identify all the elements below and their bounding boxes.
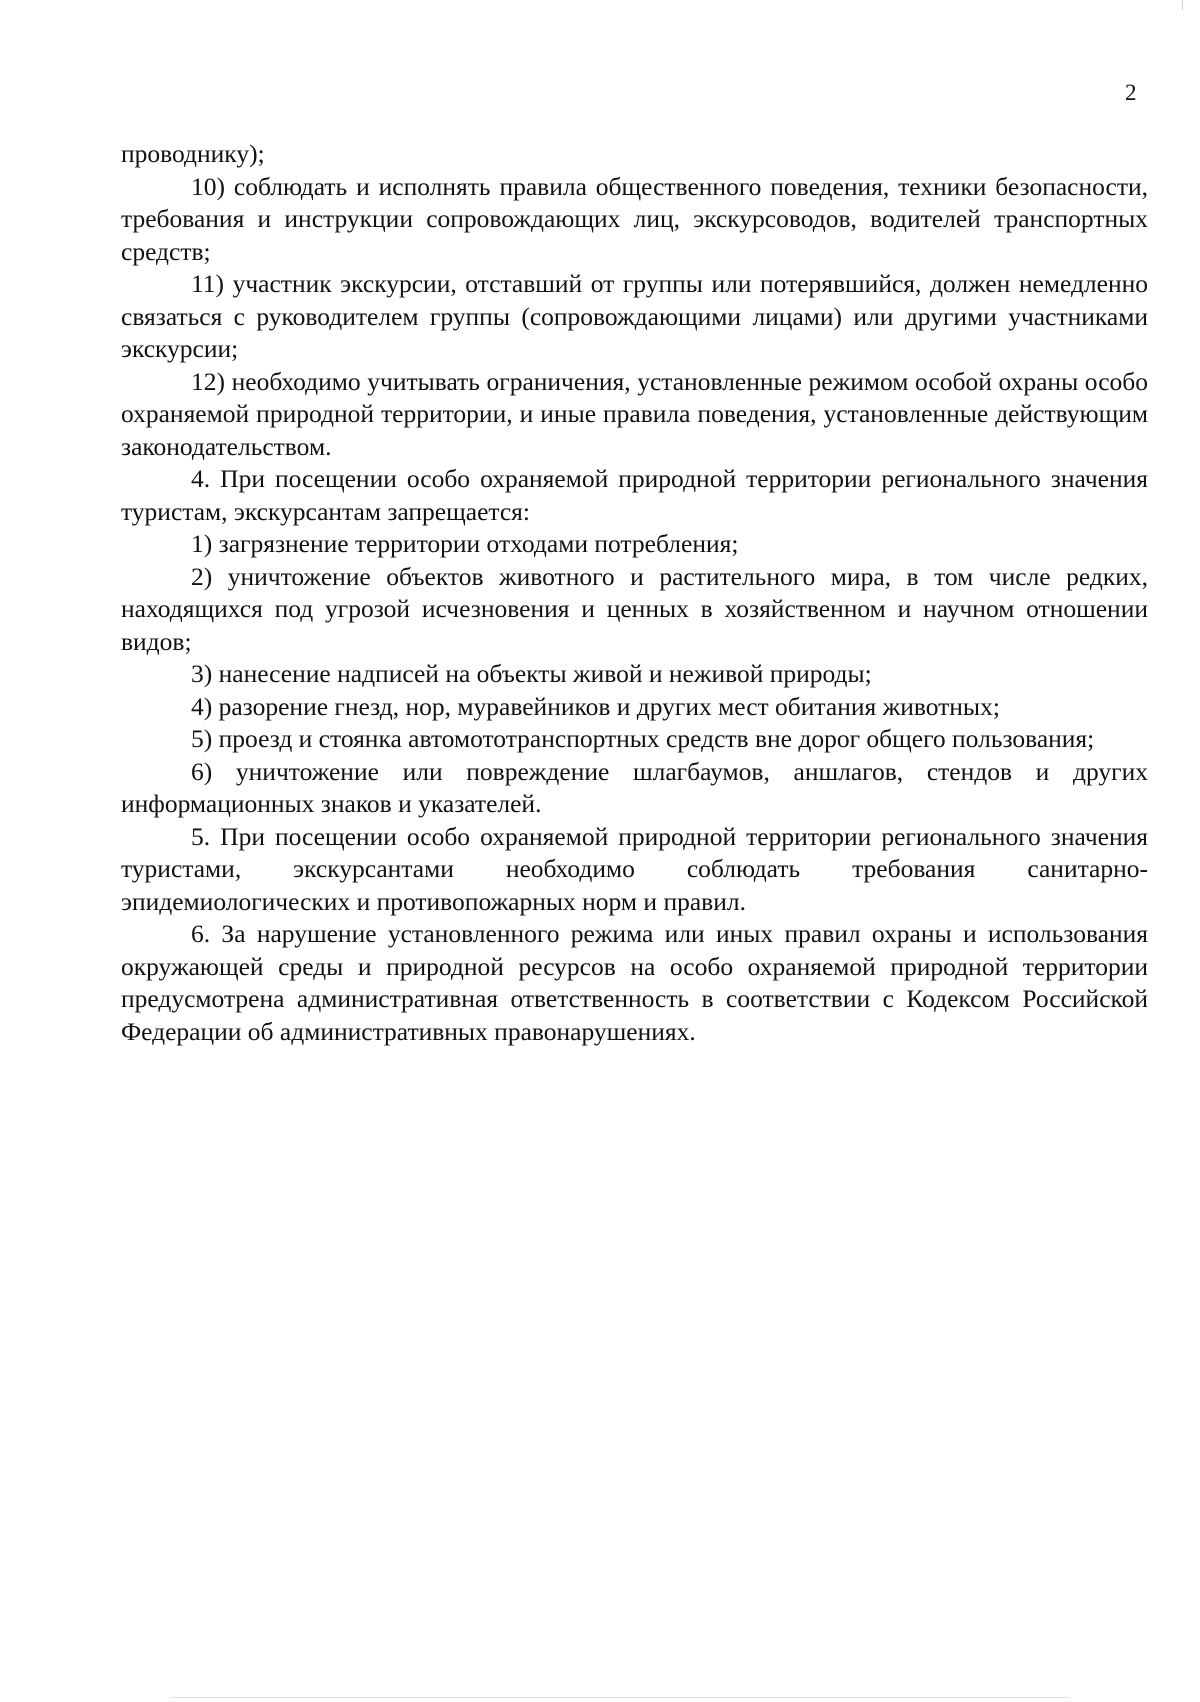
list-item-10: 10) соблюдать и исполнять правила общественного поведения, техники безопасности, требования и инструкции сопровождающих лиц, экскурсоводов, водителей транспортных средств; <box>121 171 1148 266</box>
list-item-11: 11) участник экскурсии, отставший от группы или потерявшийся, должен немедленно связаться с руководителем группы (сопровождающими лицами) или другими участниками экскурсии; <box>121 269 1148 363</box>
section-4-heading: 4. При посещении особо охраняемой природной территории регионального значения туристам, экскурсантам запрещается: <box>121 464 1148 526</box>
scan-edge-mark <box>1182 0 1183 10</box>
section-5: 5. При посещении особо охраняемой природной территории регионального значения туристами, экскурсантами необходимо соблюдать требования санитарно-эпидемиологических и противопожарных норм и правил. <box>121 821 1148 916</box>
section-6: 6. За нарушение установленного режима или иных правил охраны и использования окружающей среды и природной ресурсов на особо охраняемой природной территории предусмотрена административная ответственность в соответствии с Кодексом Российской Федерации об административных правонарушениях. <box>121 919 1148 1046</box>
paragraph-continuation: проводнику); <box>121 139 265 168</box>
prohibition-item-4: 4) разорение гнезд, нор, муравейников и других мест обитания животных; <box>191 691 1000 721</box>
prohibition-item-6: 6) уничтожение или повреждение шлагбаумов, аншлагов, стендов и других информационных знаков и указателей. <box>121 756 1148 818</box>
prohibition-item-3: 3) нанесение надписей на объекты живой и неживой природы; <box>191 659 872 688</box>
document-body <box>121 138 1148 1048</box>
page-number: 2 <box>1125 80 1137 105</box>
prohibition-item-1: 1) загрязнение территории отходами потребления; <box>191 529 739 558</box>
prohibition-item-2: 2) уничтожение объектов животного и растительного мира, в том числе редких, находящихся под угрозой исчезновения и ценных в хозяйственном и научном отношении видов; <box>121 561 1148 656</box>
scan-bottom-edge <box>170 1697 1070 1698</box>
list-item-12: 12) необходимо учитывать ограничения, установленные режимом особой охраны особо охраняемой природной территории, и иные правила поведения, установленные действующим законодательством. <box>121 366 1148 461</box>
prohibition-item-5: 5) проезд и стоянка автомототранспортных средств вне дорог общего пользования; <box>191 724 1095 753</box>
